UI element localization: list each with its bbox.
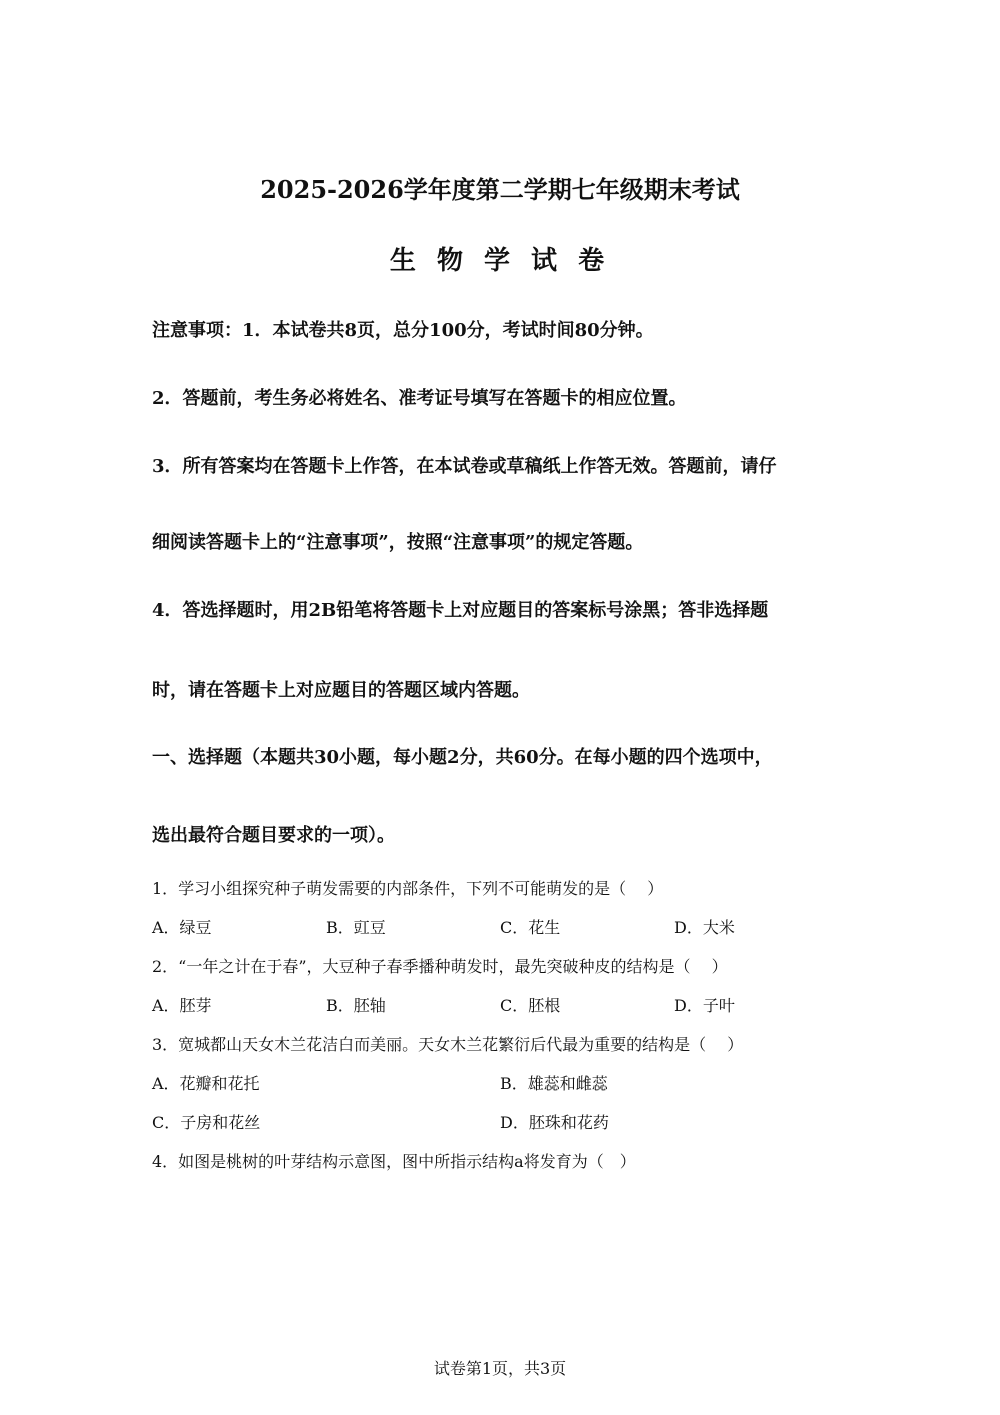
note-line: 时，请在答题卡上对应题目的答题区域内答题。: [152, 680, 530, 701]
option-a: A．胚芽: [152, 996, 212, 1015]
section-heading: 一、选择题（本题共30小题，每小题2分，共60分。在每小题的四个选项中，: [152, 747, 773, 768]
option-c: C．子房和花丝: [152, 1113, 261, 1132]
option-c: C．花生: [500, 918, 561, 937]
exam-title: 2025-2026学年度第二学期七年级期末考试: [260, 175, 740, 204]
page-footer: 试卷第1页，共3页: [433, 1359, 567, 1378]
exam-subtitle: 生 物 学 试 卷: [389, 246, 611, 276]
option-d: D．大米: [674, 918, 735, 937]
option-b: B．胚轴: [326, 996, 386, 1015]
section-heading: 选出最符合题目要求的一项）。: [152, 825, 395, 846]
option-b: B．雄蕊和雌蕊: [500, 1074, 608, 1093]
note-line: 细阅读答题卡上的“注意事项”，按照“注意事项”的规定答题。: [152, 532, 644, 553]
question-2: 2．“一年之计在于春”，大豆种子春季播种萌发时，最先突破种皮的结构是（ ）: [152, 957, 728, 976]
option-b: B．豇豆: [326, 918, 386, 937]
note-line: 4．答选择题时，用2B铅笔将答题卡上对应题目的答案标号涂黑；答非选择题: [152, 600, 769, 621]
note-line: 2．答题前，考生务必将姓名、准考证号填写在答题卡的相应位置。: [152, 388, 687, 409]
option-d: D．子叶: [674, 996, 735, 1015]
option-d: D．胚珠和花药: [500, 1113, 609, 1132]
option-c: C．胚根: [500, 996, 561, 1015]
question-1: 1．学习小组探究种子萌发需要的内部条件，下列不可能萌发的是（ ）: [152, 879, 664, 898]
question-4: 4．如图是桃树的叶芽结构示意图，图中所指示结构a将发育为（ ）: [152, 1152, 636, 1171]
note-line: 注意事项：1．本试卷共8页，总分100分，考试时间80分钟。: [152, 320, 654, 341]
note-line: 3．所有答案均在答题卡上作答，在本试卷或草稿纸上作答无效。答题前，请仔: [152, 456, 777, 477]
question-3: 3．宽城都山天女木兰花洁白而美丽。天女木兰花繁衍后代最为重要的结构是（ ）: [152, 1035, 744, 1054]
option-a: A．绿豆: [152, 918, 212, 937]
option-a: A．花瓣和花托: [152, 1074, 260, 1093]
